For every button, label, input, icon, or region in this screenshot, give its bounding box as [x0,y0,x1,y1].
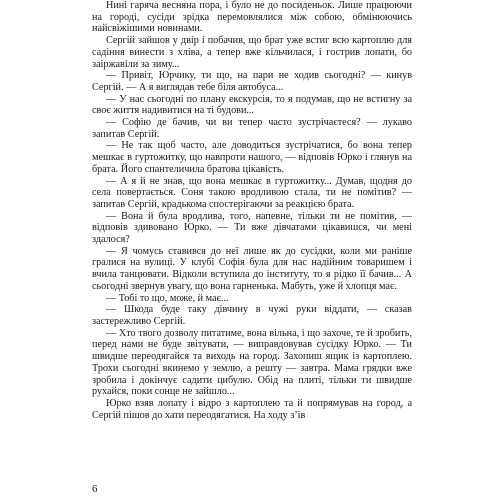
paragraph: — Хто твого дозволу питатиме, вона вільна, і що захоче, те й зробить, перед нами не буде звітувати, — виправдовував сусідку Юрко. — Ти швидше переодягайся та виходь на город. Захопиш ящик із картоплею. Трохи сьогодні вкинемо у землю, а решту — завтра. Мама грядки вже зробила і докінчує садити цибулю. Обід на плиті, тільки ти швидше рухайся, поки сонце не зайшло... [92,327,412,398]
paragraph: — Тобі то що, може, й має... [106,292,229,304]
paragraph: Сергій зайшов у двір і побачив, що брат уже встиг всю картоплю для садіння винести з хліва, а тепер вже кільчилася, і гострив лопати, бо заіржавіли за зиму... [92,35,412,70]
paragraph: — У нас сьогодні по плану екскурсія, то я подумав, що не встигну за своє життя надивитися на ті будови... [92,93,412,117]
paragraph: — А я й не знав, що вона мешкає в гуртожитку... Думав, щодня до села повертається. Соня такою вродливою стала, ти не помітив? — запитав Сергій, крадькома спостерігаючи за реакцією брата. [92,175,412,210]
paragraph: — Шкода буде таку дівчину в чужі руки віддати, — сказав застережливо Сергій. [92,304,412,327]
page-number: 6 [92,483,98,495]
page-body-text [92,0,412,421]
paragraph: — Не так щоб часто, але доводиться зустрічатися, бо вона тепер мешкає в гуртожитку, що навпроти нашого, — відповів Юрко і глянув на брата. Його спантеличила братова цікавість. [92,140,412,175]
paragraph: Юрко взяв лопату і відро з картоплею та й попрямував на город, а Сергій пішов до хати переодягатися. На ходу з’їв [92,397,412,421]
paragraph: — Я чомусь ставився до неї лише як до сусідки, коли ми раніше гралися на вулиці. У клубі Софія була для нас надійним товаришем і вчила танцювати. Відколи вступила до інституту, то я рідко її бачив... А сьогодні звернув увагу, що вона гарненька. Мабуть, уже й хлопця має. [92,245,412,292]
paragraph: — Вона й була вродлива, того, напевне, тільки ти не помітив, — відповів здивовано Юрко. — Ти вже дівчатами цікавишся, чи мені здалося? [92,210,412,246]
paragraph: Нині гаряча весняна пора, і було не до посиденьок. Лише працюючи на городі, сусіди зрідка перемовлялися між собою, обмінюючись найсвіжішими новинами. [92,0,412,35]
paragraph: — Софію де бачив, чи ви тепер часто зустрічаєтеся? — лукаво запитав Сергій. [92,117,412,140]
paragraph: — Привіт, Юрчику, ти що, на пари не ходив сьогодні? — кинув Сергій. — А я виглядав тебе біля автобуса... [92,70,412,93]
